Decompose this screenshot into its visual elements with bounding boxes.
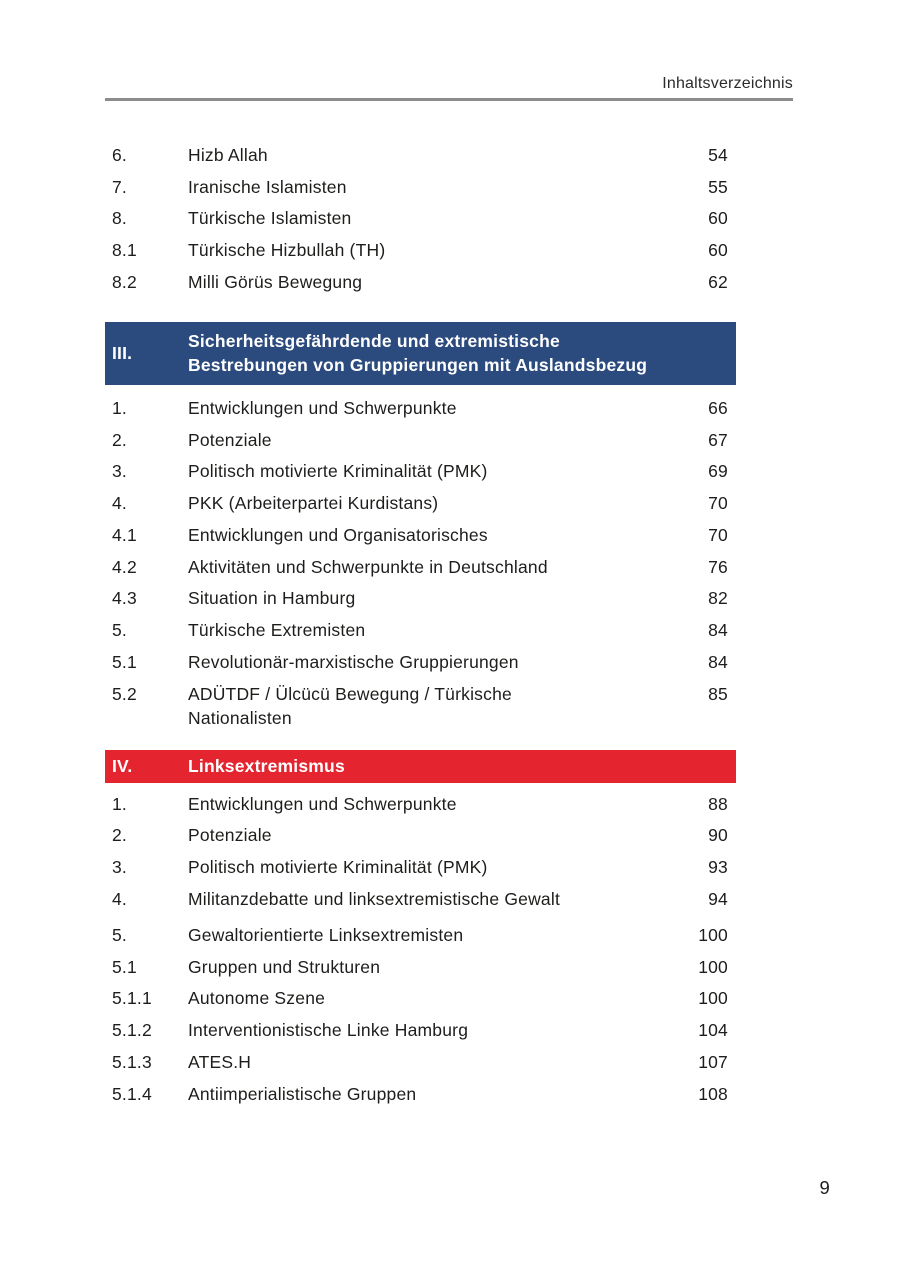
entry-number: 2.: [112, 825, 127, 846]
entry-number: 3.: [112, 461, 127, 482]
entry-title-line2: Nationalisten: [188, 707, 292, 728]
toc-entry-row: [105, 1046, 728, 1078]
entry-page: 94: [708, 888, 728, 909]
section-title: [188, 329, 647, 377]
entry-title: Politisch motivierte Kriminalität (PMK): [188, 857, 488, 878]
page-number: 9: [819, 1177, 830, 1198]
entry-title: Situation in Hamburg: [188, 588, 356, 609]
entry-number: 4.3: [112, 588, 137, 609]
entry-page: 55: [708, 176, 728, 197]
entry-title: Militanzdebatte und linksextremistische Gewalt: [188, 888, 561, 909]
entry-page: 82: [708, 588, 728, 609]
entry-page: 84: [708, 652, 728, 673]
entry-number: 4.1: [112, 524, 137, 545]
toc-entry-row: [105, 919, 728, 951]
entry-title: Entwicklungen und Organisatorisches: [188, 524, 488, 545]
entry-title: Autonome Szene: [188, 988, 326, 1009]
running-header: Inhaltsverzeichnis: [662, 75, 793, 92]
entry-page: 100: [698, 956, 728, 977]
entry-page: 90: [708, 825, 728, 846]
toc-entry-row: [105, 519, 728, 551]
entry-number: 3.: [112, 857, 127, 878]
entry-title: Politisch motivierte Kriminalität (PMK): [188, 461, 488, 482]
entry-page: 54: [708, 144, 728, 165]
toc-entry-row: [105, 583, 728, 615]
entry-page: 84: [708, 620, 728, 641]
entry-number: 4.2: [112, 556, 137, 577]
toc-entry-row: [105, 951, 728, 983]
section-number: IV.: [112, 756, 133, 777]
entry-number: 1.: [112, 793, 127, 814]
entry-title: Potenziale: [188, 429, 272, 450]
entry-number: 5.1.3: [112, 1051, 152, 1072]
entry-page: 85: [708, 683, 728, 704]
entry-number: 8.2: [112, 272, 137, 293]
entry-page: 108: [698, 1083, 728, 1104]
entry-page: 93: [708, 857, 728, 878]
toc-entry-row: [105, 614, 728, 646]
entry-number: 7.: [112, 176, 127, 197]
entry-title: Milli Görüs Bewegung: [188, 272, 363, 293]
entry-title: Interventionistische Linke Hamburg: [188, 1020, 469, 1041]
entry-number: 5.1: [112, 956, 137, 977]
entry-page: 76: [708, 556, 728, 577]
entry-title: Potenziale: [188, 825, 272, 846]
entry-title: PKK (Arbeiterpartei Kurdistans): [188, 493, 439, 514]
entry-page: 100: [698, 924, 728, 945]
entry-title: Hizb Allah: [188, 144, 268, 165]
toc-entry-row: [105, 1014, 728, 1046]
toc-section-iii-block: [0, 392, 900, 734]
toc-entry-row: [105, 392, 728, 424]
section-banner-iv: [105, 750, 736, 783]
section-title-line: Sicherheitsgefährdende und extremistische: [188, 331, 560, 352]
entry-number: 5.: [112, 620, 127, 641]
toc-entry-row: [105, 851, 728, 883]
entry-title: [188, 682, 668, 730]
entry-page: 100: [698, 988, 728, 1009]
entry-number: 1.: [112, 397, 127, 418]
entry-page: 70: [708, 524, 728, 545]
entry-title: Antiimperialistische Gruppen: [188, 1083, 417, 1104]
entry-page: 60: [708, 208, 728, 229]
toc-entry-row: [105, 678, 728, 734]
entry-title: Türkische Extremisten: [188, 620, 366, 641]
toc-entry-row: [105, 788, 728, 820]
entry-number: 5.1.2: [112, 1020, 152, 1041]
toc-entry-row: [105, 883, 728, 915]
entry-number: 2.: [112, 429, 127, 450]
entry-title: Türkische Hizbullah (TH): [188, 240, 386, 261]
toc-entry-row: [105, 234, 728, 266]
entry-page: 69: [708, 461, 728, 482]
entry-title: Aktivitäten und Schwerpunkte in Deutschland: [188, 556, 548, 577]
entry-title-line1: ADÜTDF / Ülcücü Bewegung / Türkische: [188, 683, 512, 704]
entry-number: 4.: [112, 888, 127, 909]
entry-page: 66: [708, 397, 728, 418]
entry-page: 62: [708, 272, 728, 293]
entry-title: Gewaltorientierte Linksextremisten: [188, 924, 464, 945]
entry-page: 88: [708, 793, 728, 814]
entry-number: 5.1.4: [112, 1083, 152, 1104]
entry-title: Iranische Islamisten: [188, 176, 347, 197]
toc-section-iv-block: [0, 788, 900, 1110]
entry-page: 70: [708, 493, 728, 514]
entry-number: 5.1.1: [112, 988, 152, 1009]
entry-title: Gruppen und Strukturen: [188, 956, 381, 977]
entry-page: 67: [708, 429, 728, 450]
section-banner-iii: [105, 322, 736, 385]
entry-number: 5.: [112, 924, 127, 945]
entry-number: 6.: [112, 144, 127, 165]
toc-entry-row: [105, 646, 728, 678]
entry-title: Entwicklungen und Schwerpunkte: [188, 397, 457, 418]
toc-entry-row: [105, 266, 728, 298]
toc-entry-row: [105, 487, 728, 519]
toc-entry-row: [105, 551, 728, 583]
entry-title: ATES.H: [188, 1051, 252, 1072]
toc-entry-row: [105, 455, 728, 487]
toc-entry-row: [105, 171, 728, 203]
entry-title: Entwicklungen und Schwerpunkte: [188, 793, 457, 814]
entry-title: Revolutionär-marxistische Gruppierungen: [188, 652, 519, 673]
toc-entry-row: [105, 424, 728, 456]
toc-entry-row: [105, 1078, 728, 1110]
entry-title: Türkische Islamisten: [188, 208, 352, 229]
section-title: Linksextremismus: [188, 756, 345, 777]
toc-entry-row: [105, 820, 728, 852]
entry-page: 104: [698, 1020, 728, 1041]
entry-number: 8.: [112, 208, 127, 229]
entry-page: 60: [708, 240, 728, 261]
section-number: III.: [112, 343, 133, 364]
entry-number: 5.2: [112, 683, 137, 704]
section-title-line: Bestrebungen von Gruppierungen mit Auslandsbezug: [188, 355, 648, 376]
entry-number: 4.: [112, 493, 127, 514]
toc-entry-row: [105, 203, 728, 235]
toc-entry-row: [105, 982, 728, 1014]
toc-entry-row: [105, 139, 728, 171]
entry-page: 107: [698, 1051, 728, 1072]
entry-number: 5.1: [112, 652, 137, 673]
toc-intro-block: [0, 139, 900, 298]
header-rule: [105, 98, 793, 101]
entry-number: 8.1: [112, 240, 137, 261]
